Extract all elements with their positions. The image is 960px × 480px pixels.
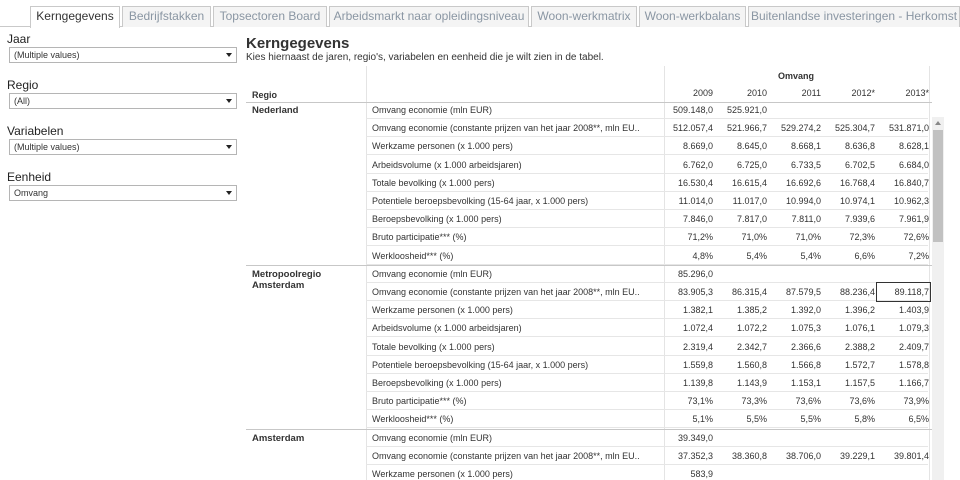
value-cell[interactable]: 521.966,7: [726, 123, 767, 134]
value-cell[interactable]: 1.559,8: [682, 359, 713, 370]
value-cell[interactable]: 525.921,0: [726, 105, 767, 115]
value-cell[interactable]: 71,0%: [741, 232, 767, 243]
eenheid-dropdown-value: Omvang: [14, 188, 49, 198]
value-cell[interactable]: 7.939,6: [844, 214, 875, 225]
tab-bedrijfstakken[interactable]: Bedrijfstakken: [122, 6, 211, 27]
value-cell[interactable]: 5,5%: [746, 414, 767, 425]
filter-label-eenheid: Eenheid: [7, 170, 52, 184]
value-cell[interactable]: 1.076,1: [844, 323, 875, 334]
value-cell[interactable]: 1.385,2: [736, 305, 767, 316]
value-cell[interactable]: 1.382,1: [682, 305, 713, 316]
value-cell[interactable]: 6.702,5: [844, 159, 875, 170]
value-cell[interactable]: 8.669,0: [682, 141, 713, 152]
year-header-2011[interactable]: 2011: [801, 88, 821, 98]
tab-topsectoren-board[interactable]: Topsectoren Board: [213, 6, 327, 27]
variabelen-dropdown[interactable]: [9, 139, 237, 155]
value-cell[interactable]: 7.817,0: [736, 214, 767, 225]
table-row[interactable]: [366, 156, 928, 174]
vertical-scrollbar[interactable]: [932, 117, 944, 480]
scroll-thumb[interactable]: [933, 130, 943, 242]
table-row[interactable]: [366, 247, 928, 265]
measure-header: Omvang: [778, 71, 815, 81]
filter-panel: [0, 27, 245, 480]
tab-woon-werkbalans[interactable]: Woon-werkbalans: [639, 6, 746, 27]
value-cell[interactable]: 73,6%: [849, 396, 875, 407]
tab-arbeidsmarkt-opleidingsniveau[interactable]: Arbeidsmarkt naar opleidingsniveau: [329, 6, 529, 27]
value-cell[interactable]: 1.396,2: [844, 305, 875, 316]
value-cell[interactable]: 1.157,5: [844, 378, 875, 388]
value-cell[interactable]: 6,5%: [908, 414, 929, 425]
value-cell[interactable]: 2.409,7: [898, 341, 929, 352]
variable-label: Beroepsbevolking (x 1.000 pers): [372, 214, 502, 225]
value-cell[interactable]: 6.725,0: [736, 159, 767, 170]
table-row[interactable]: [366, 319, 928, 337]
variable-label: Omvang economie (constante prijzen van het jaar 2008**, mln EU..: [372, 123, 640, 134]
value-cell[interactable]: 8.628,1: [898, 141, 929, 152]
value-cell[interactable]: 10.994,0: [785, 196, 821, 206]
value-cell[interactable]: 8.668,1: [790, 141, 821, 152]
variable-label: Beroepsbevolking (x 1.000 pers): [372, 378, 502, 388]
value-cell[interactable]: 16.692,6: [785, 177, 821, 188]
variable-label: Totale bevolking (x 1.000 pers): [372, 177, 495, 188]
value-cell[interactable]: 1.153,1: [790, 378, 821, 388]
value-cell[interactable]: 8.645,0: [736, 141, 767, 152]
variable-label: Bruto participatie*** (%): [372, 232, 467, 243]
year-header-2012[interactable]: 2012*: [851, 88, 875, 98]
value-cell[interactable]: 7.846,0: [682, 214, 713, 225]
value-cell[interactable]: 85.296,0: [677, 268, 713, 279]
region-label[interactable]: Nederland: [252, 105, 299, 116]
value-cell[interactable]: 7.811,0: [791, 214, 821, 225]
jaar-dropdown[interactable]: [9, 47, 237, 63]
variable-label: Werkloosheid*** (%): [372, 250, 454, 261]
value-cell[interactable]: 1.079,3: [898, 323, 929, 334]
value-cell[interactable]: 512.057,4: [672, 123, 713, 134]
table-row[interactable]: [366, 101, 928, 119]
value-cell[interactable]: 5,1%: [692, 414, 713, 425]
chevron-down-icon: [226, 191, 232, 195]
value-cell[interactable]: 525.304,7: [834, 123, 875, 134]
year-header-2013[interactable]: 2013*: [905, 88, 929, 98]
value-cell[interactable]: 1.143,9: [736, 378, 767, 388]
tab-bar: [0, 0, 960, 27]
value-cell[interactable]: 6.762,0: [682, 159, 713, 170]
value-cell[interactable]: 509.148,0: [672, 105, 713, 115]
variable-label: Omvang economie (mln EUR): [372, 105, 493, 115]
value-cell[interactable]: 1.392,0: [790, 305, 821, 316]
value-cell[interactable]: 2.342,7: [736, 341, 767, 352]
value-cell[interactable]: 72,3%: [849, 232, 875, 243]
value-cell[interactable]: 83.905,3: [677, 287, 713, 297]
value-cell[interactable]: 6,6%: [854, 250, 875, 261]
value-cell[interactable]: 72,6%: [903, 232, 929, 243]
value-cell[interactable]: 1.075,3: [790, 323, 821, 334]
value-cell[interactable]: 1.572,7: [844, 359, 875, 370]
region-label[interactable]: Amsterdam: [252, 432, 305, 444]
value-cell[interactable]: 71,2%: [687, 232, 713, 243]
value-cell[interactable]: 1.072,2: [736, 323, 767, 334]
value-cell[interactable]: 6.733,5: [790, 159, 821, 170]
value-cell[interactable]: 10.974,1: [839, 196, 875, 206]
value-cell[interactable]: 16.615,4: [731, 177, 767, 188]
table-row[interactable]: [366, 228, 928, 246]
tab-buitenlandse-investeringen[interactable]: Buitenlandse investeringen - Herkomst: [748, 6, 960, 27]
value-cell[interactable]: 2.366,6: [790, 341, 821, 352]
value-cell[interactable]: 1.566,8: [790, 359, 821, 370]
table-row[interactable]: [366, 465, 928, 480]
table-row[interactable]: [366, 137, 928, 155]
value-cell[interactable]: 5,5%: [800, 414, 821, 425]
table-row[interactable]: [366, 283, 928, 301]
value-cell[interactable]: 1.578,8: [898, 359, 929, 370]
variable-label: Omvang economie (constante prijzen van het jaar 2008**, mln EU..: [372, 287, 640, 297]
value-cell[interactable]: 531.871,0: [888, 123, 929, 134]
value-cell[interactable]: 73,1%: [687, 396, 713, 407]
value-cell[interactable]: 583,9: [690, 469, 713, 479]
table-row[interactable]: [366, 210, 928, 228]
table-row[interactable]: [366, 119, 928, 137]
chevron-down-icon: [226, 99, 232, 103]
variable-label: Bruto participatie*** (%): [372, 396, 467, 407]
value-cell[interactable]: 11.014,0: [678, 196, 713, 206]
value-cell[interactable]: 1.166,7: [898, 378, 929, 388]
value-cell[interactable]: 89.118,7: [894, 287, 929, 297]
table-row[interactable]: [366, 192, 928, 210]
column-divider: [929, 66, 930, 480]
value-cell[interactable]: 37.352,3: [677, 450, 713, 461]
value-cell[interactable]: 1.139,8: [682, 378, 713, 388]
value-cell[interactable]: 88.236,4: [839, 287, 875, 297]
jaar-dropdown-value: (Multiple values): [14, 50, 80, 60]
chevron-down-icon: [226, 145, 232, 149]
value-cell[interactable]: 16.530,4: [677, 177, 713, 188]
table-row[interactable]: [366, 429, 928, 447]
table-row[interactable]: [366, 301, 928, 319]
year-header-2010[interactable]: 2010: [746, 88, 767, 98]
year-header-2009[interactable]: 2009: [692, 88, 713, 98]
tab-woon-werkmatrix[interactable]: Woon-werkmatrix: [531, 6, 637, 27]
value-cell[interactable]: 11.017,0: [732, 196, 767, 206]
value-cell[interactable]: 39.349,0: [677, 432, 713, 443]
table-row[interactable]: [366, 392, 928, 410]
value-cell[interactable]: 86.315,4: [731, 287, 767, 297]
variable-label: Werkzame personen (x 1.000 pers): [372, 305, 513, 316]
value-cell[interactable]: 10.962,3: [893, 196, 929, 206]
tab-kerngegevens[interactable]: Kerngegevens: [30, 6, 120, 28]
table-row[interactable]: [366, 447, 928, 465]
value-cell[interactable]: 4,8%: [692, 250, 713, 261]
value-cell[interactable]: 73,9%: [903, 396, 929, 407]
value-cell[interactable]: 529.274,2: [780, 123, 821, 134]
scroll-up-arrow-icon[interactable]: [932, 117, 944, 129]
table-row[interactable]: [366, 374, 928, 392]
value-cell[interactable]: 7,2%: [908, 250, 929, 261]
region-column-header[interactable]: Regio: [252, 90, 278, 100]
value-cell[interactable]: 39.229,1: [839, 450, 875, 461]
page-title: Kerngegevens: [246, 35, 350, 52]
value-cell[interactable]: 38.706,0: [785, 450, 821, 461]
value-cell[interactable]: 2.319,4: [682, 341, 713, 352]
value-cell[interactable]: 73,6%: [795, 396, 821, 407]
value-cell[interactable]: 1.072,4: [682, 323, 713, 334]
value-cell[interactable]: 5,8%: [854, 414, 875, 425]
variable-label: Werkzame personen (x 1.000 pers): [372, 469, 513, 479]
chevron-down-icon: [226, 53, 232, 57]
variable-label: Werkzame personen (x 1.000 pers): [372, 141, 513, 152]
variable-label: Omvang economie (constante prijzen van het jaar 2008**, mln EU..: [372, 450, 640, 461]
variable-label: Potentiele beroepsbevolking (15-64 jaar, x 1.000 pers): [372, 196, 589, 206]
regio-dropdown[interactable]: [9, 93, 237, 109]
value-cell[interactable]: 73,3%: [741, 396, 767, 407]
variable-label: Omvang economie (mln EUR): [372, 268, 493, 279]
value-cell[interactable]: 6.684,0: [898, 159, 929, 170]
filter-label-variabelen: Variabelen: [7, 124, 64, 138]
value-cell[interactable]: 71,0%: [795, 232, 821, 243]
variable-label: Arbeidsvolume (x 1.000 arbeidsjaren): [372, 159, 522, 170]
value-cell[interactable]: 39.801,4: [893, 450, 929, 461]
table-row[interactable]: [366, 356, 928, 374]
variable-label: Werkloosheid*** (%): [372, 414, 454, 425]
value-cell[interactable]: 7.961,9: [898, 214, 929, 225]
value-cell[interactable]: 2.388,2: [844, 341, 875, 352]
variable-label: Potentiele beroepsbevolking (15-64 jaar, x 1.000 pers): [372, 359, 589, 370]
variable-label: Totale bevolking (x 1.000 pers): [372, 341, 495, 352]
value-cell[interactable]: 1.560,8: [736, 359, 767, 370]
table-row[interactable]: [366, 174, 928, 192]
value-cell[interactable]: 16.768,4: [839, 177, 875, 188]
value-cell[interactable]: 38.360,8: [731, 450, 767, 461]
variable-label: Arbeidsvolume (x 1.000 arbeidsjaren): [372, 323, 522, 334]
table-row[interactable]: [366, 265, 928, 283]
value-cell[interactable]: 1.403,9: [898, 305, 929, 316]
table-row[interactable]: [366, 410, 928, 428]
regio-dropdown-value: (All): [14, 96, 30, 106]
table-row[interactable]: [366, 338, 928, 356]
selected-cell-outline: [876, 282, 931, 302]
value-cell[interactable]: 5,4%: [800, 250, 821, 261]
value-cell[interactable]: 87.579,5: [785, 287, 821, 297]
value-cell[interactable]: 5,4%: [746, 250, 767, 261]
region-label[interactable]: Metropoolregio Amsterdam: [252, 268, 322, 291]
filter-label-jaar: Jaar: [7, 32, 31, 46]
eenheid-dropdown[interactable]: [9, 185, 237, 201]
variable-label: Omvang economie (mln EUR): [372, 432, 493, 443]
value-cell[interactable]: 8.636,8: [844, 141, 875, 152]
variabelen-dropdown-value: (Multiple values): [14, 142, 80, 152]
filter-label-regio: Regio: [7, 78, 39, 92]
data-table: [246, 66, 932, 480]
page-subtitle: Kies hiernaast de jaren, regio's, variabelen en eenheid die je wilt zien in de tabel.: [246, 52, 604, 63]
value-cell[interactable]: 16.840,7: [893, 177, 929, 188]
